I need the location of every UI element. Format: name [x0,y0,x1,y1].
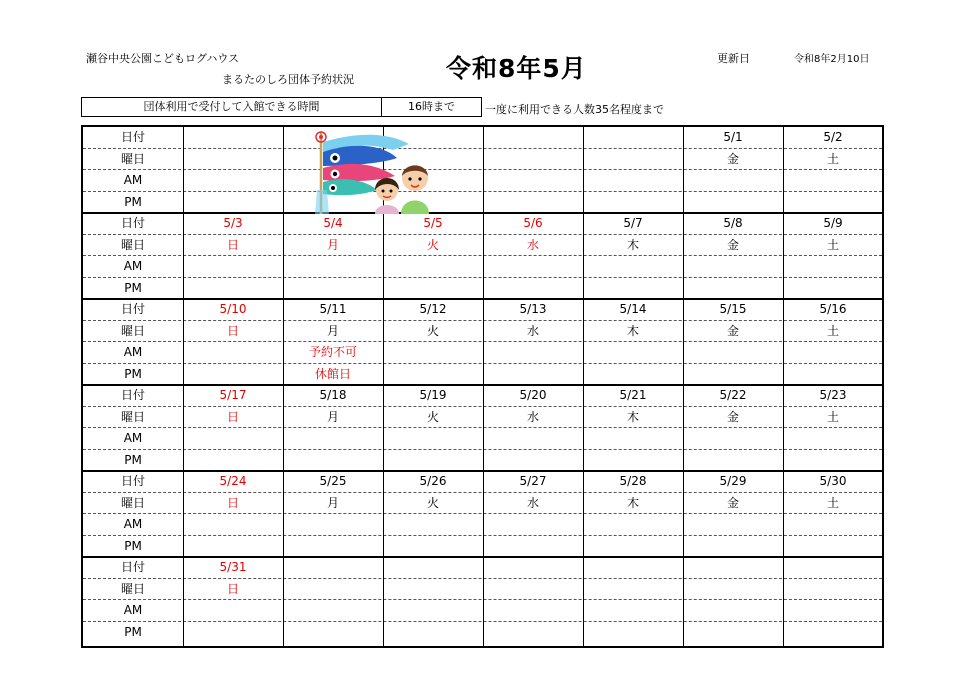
row-label: 日付 [120,474,145,488]
day-pm-cell [183,278,283,300]
day-weekday-cell: 土 [826,151,839,166]
row-label: 曜日 [120,151,145,166]
row-label: AM [123,173,143,187]
column-divider [583,127,584,646]
updated-label: 更新日 [717,52,750,65]
row-label: 日付 [120,388,145,402]
day-pm-cell [483,622,583,644]
day-date-cell: 5/4 [323,216,343,230]
day-pm-cell [583,364,683,386]
day-weekday-cell: 水 [526,237,539,252]
column-divider [783,127,784,646]
day-date-cell: 5/19 [419,388,447,402]
row-label: 曜日 [120,495,145,510]
day-pm-cell [683,450,783,472]
day-date-cell: 5/10 [219,302,247,316]
day-pm-cell [483,192,583,214]
row-label: PM [124,538,142,553]
day-pm-cell [183,364,283,386]
day-date-cell: 5/12 [419,302,447,316]
day-pm-cell [583,622,683,644]
column-divider [483,127,484,646]
row-label: 日付 [120,130,145,144]
day-date-cell: 5/24 [219,474,247,488]
day-date-cell: 5/15 [719,302,747,316]
day-date-cell: 5/11 [319,302,347,316]
day-weekday-cell: 土 [826,409,839,424]
row-label: 曜日 [120,409,145,424]
day-am-cell [683,170,783,192]
day-weekday-cell: 月 [326,323,339,338]
day-weekday-cell: 水 [526,409,539,424]
day-date-cell: 5/30 [819,474,847,488]
day-weekday-cell: 月 [326,237,339,252]
day-pm-cell [683,192,783,214]
row-label: AM [123,603,143,617]
day-am-cell [583,170,683,192]
day-date-cell [783,557,883,579]
day-pm-cell [783,536,883,558]
day-pm-cell [483,450,583,472]
day-pm-cell [783,278,883,300]
day-weekday-cell: 金 [726,151,739,166]
day-am-cell [783,600,883,622]
day-weekday-cell: 木 [626,495,639,510]
day-am-cell [383,514,483,536]
day-date-cell: 5/26 [419,474,447,488]
day-weekday-cell: 金 [726,323,739,338]
day-pm-cell [383,622,483,644]
day-date-cell [483,127,583,149]
row-label: 曜日 [120,323,145,338]
day-weekday-cell: 日 [226,409,239,424]
day-am-cell: 予約不可 [308,345,357,359]
day-date-cell: 5/17 [219,388,247,402]
day-date-cell: 5/31 [219,560,247,574]
day-pm-cell [283,450,383,472]
day-date-cell [483,557,583,579]
day-am-cell [583,342,683,364]
day-pm-cell [483,364,583,386]
day-am-cell [283,428,383,450]
day-date-cell [383,557,483,579]
day-weekday-cell [483,579,583,601]
row-label: 日付 [120,560,145,574]
day-pm-cell [783,192,883,214]
day-pm-cell [283,622,383,644]
day-date-cell: 5/22 [719,388,747,402]
day-weekday-cell [583,579,683,601]
day-pm-cell [783,450,883,472]
day-pm-cell [383,450,483,472]
day-am-cell [383,428,483,450]
day-weekday-cell: 日 [226,323,239,338]
day-pm-cell [683,364,783,386]
day-am-cell [683,428,783,450]
day-weekday-cell: 土 [826,237,839,252]
day-date-cell: 5/8 [723,216,743,230]
day-date-cell: 5/7 [623,216,643,230]
day-weekday-cell: 火 [426,323,439,338]
day-weekday-cell: 月 [326,409,339,424]
day-weekday-cell: 日 [226,581,239,596]
day-weekday-cell: 火 [426,495,439,510]
day-am-cell [283,600,383,622]
entry-time-label: 団体利用で受付して入館できる時間 [81,97,382,117]
day-date-cell: 5/21 [619,388,647,402]
day-date-cell: 5/3 [223,216,243,230]
row-label: 曜日 [120,581,145,596]
day-pm-cell [183,536,283,558]
day-am-cell [783,428,883,450]
day-pm-cell [183,192,283,214]
day-weekday-cell [683,579,783,601]
day-pm-cell [483,536,583,558]
day-pm-cell [683,536,783,558]
day-pm-cell: 休館日 [314,366,351,381]
page-title: 令和8年5月 [446,54,587,83]
day-am-cell [683,342,783,364]
day-am-cell [683,256,783,278]
day-date-cell: 5/14 [619,302,647,316]
day-pm-cell [583,536,683,558]
day-weekday-cell: 木 [626,323,639,338]
day-date-cell: 5/9 [823,216,843,230]
day-date-cell: 5/6 [523,216,543,230]
day-pm-cell [583,450,683,472]
day-pm-cell [683,278,783,300]
day-weekday-cell: 木 [626,409,639,424]
day-date-cell: 5/18 [319,388,347,402]
column-divider [683,127,684,646]
day-am-cell [583,428,683,450]
day-pm-cell [183,622,283,644]
column-divider [283,127,284,646]
day-date-cell: 5/5 [423,216,443,230]
row-label: PM [124,624,142,639]
row-label: 日付 [120,302,145,316]
day-am-cell [483,600,583,622]
day-am-cell [183,428,283,450]
day-am-cell [683,514,783,536]
day-date-cell: 5/28 [619,474,647,488]
day-weekday-cell: 土 [826,495,839,510]
day-pm-cell [583,278,683,300]
day-date-cell: 5/16 [819,302,847,316]
day-am-cell [483,428,583,450]
row-label: AM [123,517,143,531]
row-label: AM [123,431,143,445]
entry-time-value: 16時まで [381,97,482,117]
row-label: PM [124,452,142,467]
day-date-cell: 5/29 [719,474,747,488]
day-am-cell [483,514,583,536]
day-date-cell: 5/23 [819,388,847,402]
day-am-cell [583,256,683,278]
day-weekday-cell [583,149,683,171]
day-am-cell [683,600,783,622]
row-label: AM [123,259,143,273]
day-am-cell [583,514,683,536]
day-weekday-cell [383,579,483,601]
day-weekday-cell: 金 [726,495,739,510]
day-am-cell [283,514,383,536]
day-am-cell [383,256,483,278]
day-weekday-cell [783,579,883,601]
facility-name: 瀬谷中央公園こどもログハウス [86,52,240,65]
day-date-cell: 5/2 [823,130,843,144]
row-label: PM [124,366,142,381]
day-pm-cell [483,278,583,300]
column-divider [183,127,184,646]
day-pm-cell [383,278,483,300]
day-weekday-cell: 土 [826,323,839,338]
row-label: AM [123,345,143,359]
day-am-cell [783,514,883,536]
row-label: PM [124,194,142,209]
day-pm-cell [783,622,883,644]
day-weekday-cell [283,579,383,601]
day-pm-cell [783,364,883,386]
day-am-cell [183,256,283,278]
day-am-cell [183,170,283,192]
day-weekday-cell [183,149,283,171]
page-subtitle: まるたのしろ団体予約状況 [222,73,354,86]
row-label: 日付 [120,216,145,230]
day-weekday-cell: 木 [626,237,639,252]
day-weekday-cell: 水 [526,495,539,510]
day-am-cell [483,256,583,278]
day-pm-cell [283,536,383,558]
day-pm-cell [383,536,483,558]
day-am-cell [183,514,283,536]
day-am-cell [783,170,883,192]
day-date-cell [583,557,683,579]
row-label: PM [124,280,142,295]
day-date-cell: 5/13 [519,302,547,316]
day-pm-cell [683,622,783,644]
koinobori-children-icon [297,128,437,214]
day-weekday-cell [483,149,583,171]
day-weekday-cell: 火 [426,237,439,252]
day-am-cell [783,256,883,278]
day-am-cell [383,600,483,622]
day-am-cell [183,600,283,622]
day-am-cell [583,600,683,622]
day-am-cell [283,256,383,278]
day-weekday-cell: 火 [426,409,439,424]
day-date-cell [283,557,383,579]
day-pm-cell [283,278,383,300]
day-am-cell [183,342,283,364]
day-weekday-cell: 月 [326,495,339,510]
day-weekday-cell: 日 [226,237,239,252]
day-weekday-cell: 金 [726,237,739,252]
reservation-calendar [81,125,884,648]
day-date-cell: 5/25 [319,474,347,488]
day-date-cell: 5/20 [519,388,547,402]
day-date-cell [683,557,783,579]
capacity-note: 一度に利用できる人数35名程度まで [485,103,664,116]
row-label: 曜日 [120,237,145,252]
day-am-cell [783,342,883,364]
day-pm-cell [183,450,283,472]
day-weekday-cell: 日 [226,495,239,510]
day-date-cell: 5/27 [519,474,547,488]
day-pm-cell [383,364,483,386]
day-date-cell [583,127,683,149]
day-am-cell [483,342,583,364]
day-am-cell [483,170,583,192]
day-date-cell: 5/1 [723,130,743,144]
day-weekday-cell: 金 [726,409,739,424]
day-weekday-cell: 水 [526,323,539,338]
day-date-cell [183,127,283,149]
day-pm-cell [583,192,683,214]
day-am-cell [383,342,483,364]
updated-date: 令和8年2月10日 [794,54,870,65]
